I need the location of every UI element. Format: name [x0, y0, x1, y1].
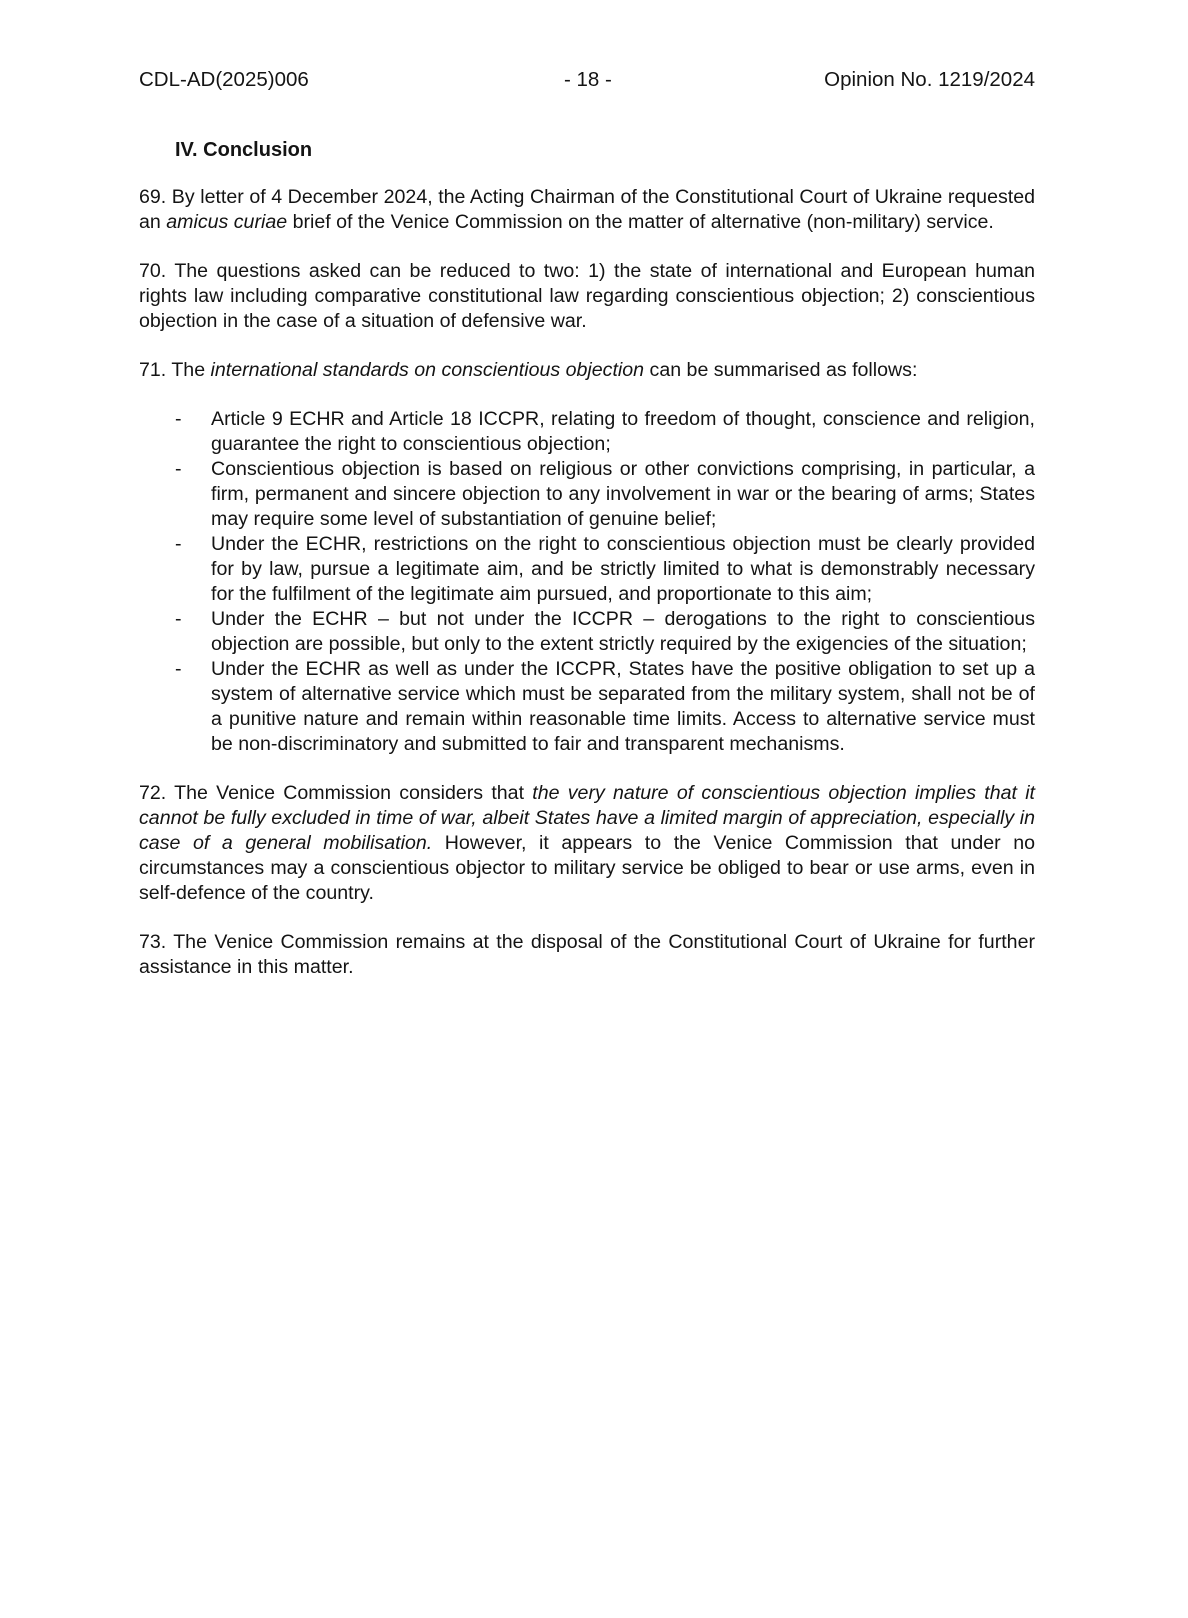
- list-item-text: Under the ECHR as well as under the ICCPR, States have the positive obligation to set up a system of alternative service which must be separated from the military system, shall not be of a punitive nature and remain within reasonable time limits. Access to alternative service must be non-discriminatory and submitted to fair and transparent mechanisms.: [211, 658, 1035, 755]
- document-body: [139, 136, 1035, 1004]
- paragraph-72-italic: the very nature of conscientious objection implies that it cannot be fully excluded in time of war, albeit States have a limited margin of appreciation, especially in case of a general mobilisation.: [139, 782, 1035, 854]
- list-item-text: Under the ECHR – but not under the ICCPR – derogations to the right to conscientious objection are possible, but only to the extent strictly required by the exigencies of the situation;: [211, 608, 1035, 655]
- list-item: [139, 407, 1035, 457]
- paragraph-71-text-start: 71. The: [139, 359, 211, 381]
- dash-bullet-icon: -: [175, 658, 182, 680]
- paragraph-72-text-end: However, it appears to the Venice Commission that under no circumstances may a conscientious objector to military service be obliged to bear or use arms, even in self-defence of the country.: [139, 832, 1036, 904]
- page-header: [139, 66, 1035, 94]
- list-item: [139, 657, 1035, 757]
- dash-bullet-icon: -: [175, 458, 182, 480]
- paragraph-72: [139, 781, 1035, 906]
- paragraph-69-italic: amicus curiae: [166, 211, 288, 233]
- paragraph-69-text-end: brief of the Venice Commission on the matter of alternative (non-military) service.: [287, 211, 994, 233]
- list-item: [139, 532, 1035, 607]
- dash-bullet-icon: -: [175, 533, 182, 555]
- paragraph-71: [139, 358, 1035, 383]
- section-heading: IV. Conclusion: [175, 139, 313, 161]
- paragraph-71-italic: international standards on conscientious objection: [210, 359, 645, 381]
- paragraph-70: 70. The questions asked can be reduced to two: 1) the state of international and European human rights law including comparative constitutional law regarding conscientious objection; 2) conscientious objection in the case of a situation of defensive war.: [139, 260, 1035, 332]
- list-item: [139, 457, 1035, 532]
- list-item-text: Article 9 ECHR and Article 18 ICCPR, relating to freedom of thought, conscience and religion, guarantee the right to conscientious objection;: [211, 408, 1035, 455]
- dash-bullet-icon: -: [175, 608, 182, 630]
- dash-bullet-icon: -: [175, 408, 182, 430]
- list-item-text: Conscientious objection is based on religious or other convictions comprising, in particular, a firm, permanent and sincere objection to any involvement in war or the bearing of arms; States may require some level of substantiation of genuine belief;: [211, 458, 1035, 530]
- paragraph-72-text-start: 72. The Venice Commission considers that: [139, 782, 533, 804]
- list-item: [139, 607, 1035, 657]
- paragraph-71-text-end: can be summarised as follows:: [644, 359, 918, 381]
- opinion-number: Opinion No. 1219/2024: [824, 68, 1035, 91]
- paragraph-69-text-start: 69. By letter of 4 December 2024, the Acting Chairman of the Constitutional Court of Ukraine requested an: [139, 186, 1035, 233]
- paragraph-73: 73. The Venice Commission remains at the disposal of the Constitutional Court of Ukraine for further assistance in this matter.: [139, 931, 1035, 978]
- document-reference: CDL-AD(2025)006: [139, 68, 309, 91]
- page-number: - 18 -: [564, 68, 612, 91]
- standards-list: [139, 407, 1035, 757]
- list-item-text: Under the ECHR, restrictions on the right to conscientious objection must be clearly provided for by law, pursue a legitimate aim, and be strictly limited to what is demonstrably necessary for the fulfilment of the legitimate aim pursued, and proportionate to this aim;: [211, 533, 1035, 605]
- paragraph-69: [139, 185, 1035, 235]
